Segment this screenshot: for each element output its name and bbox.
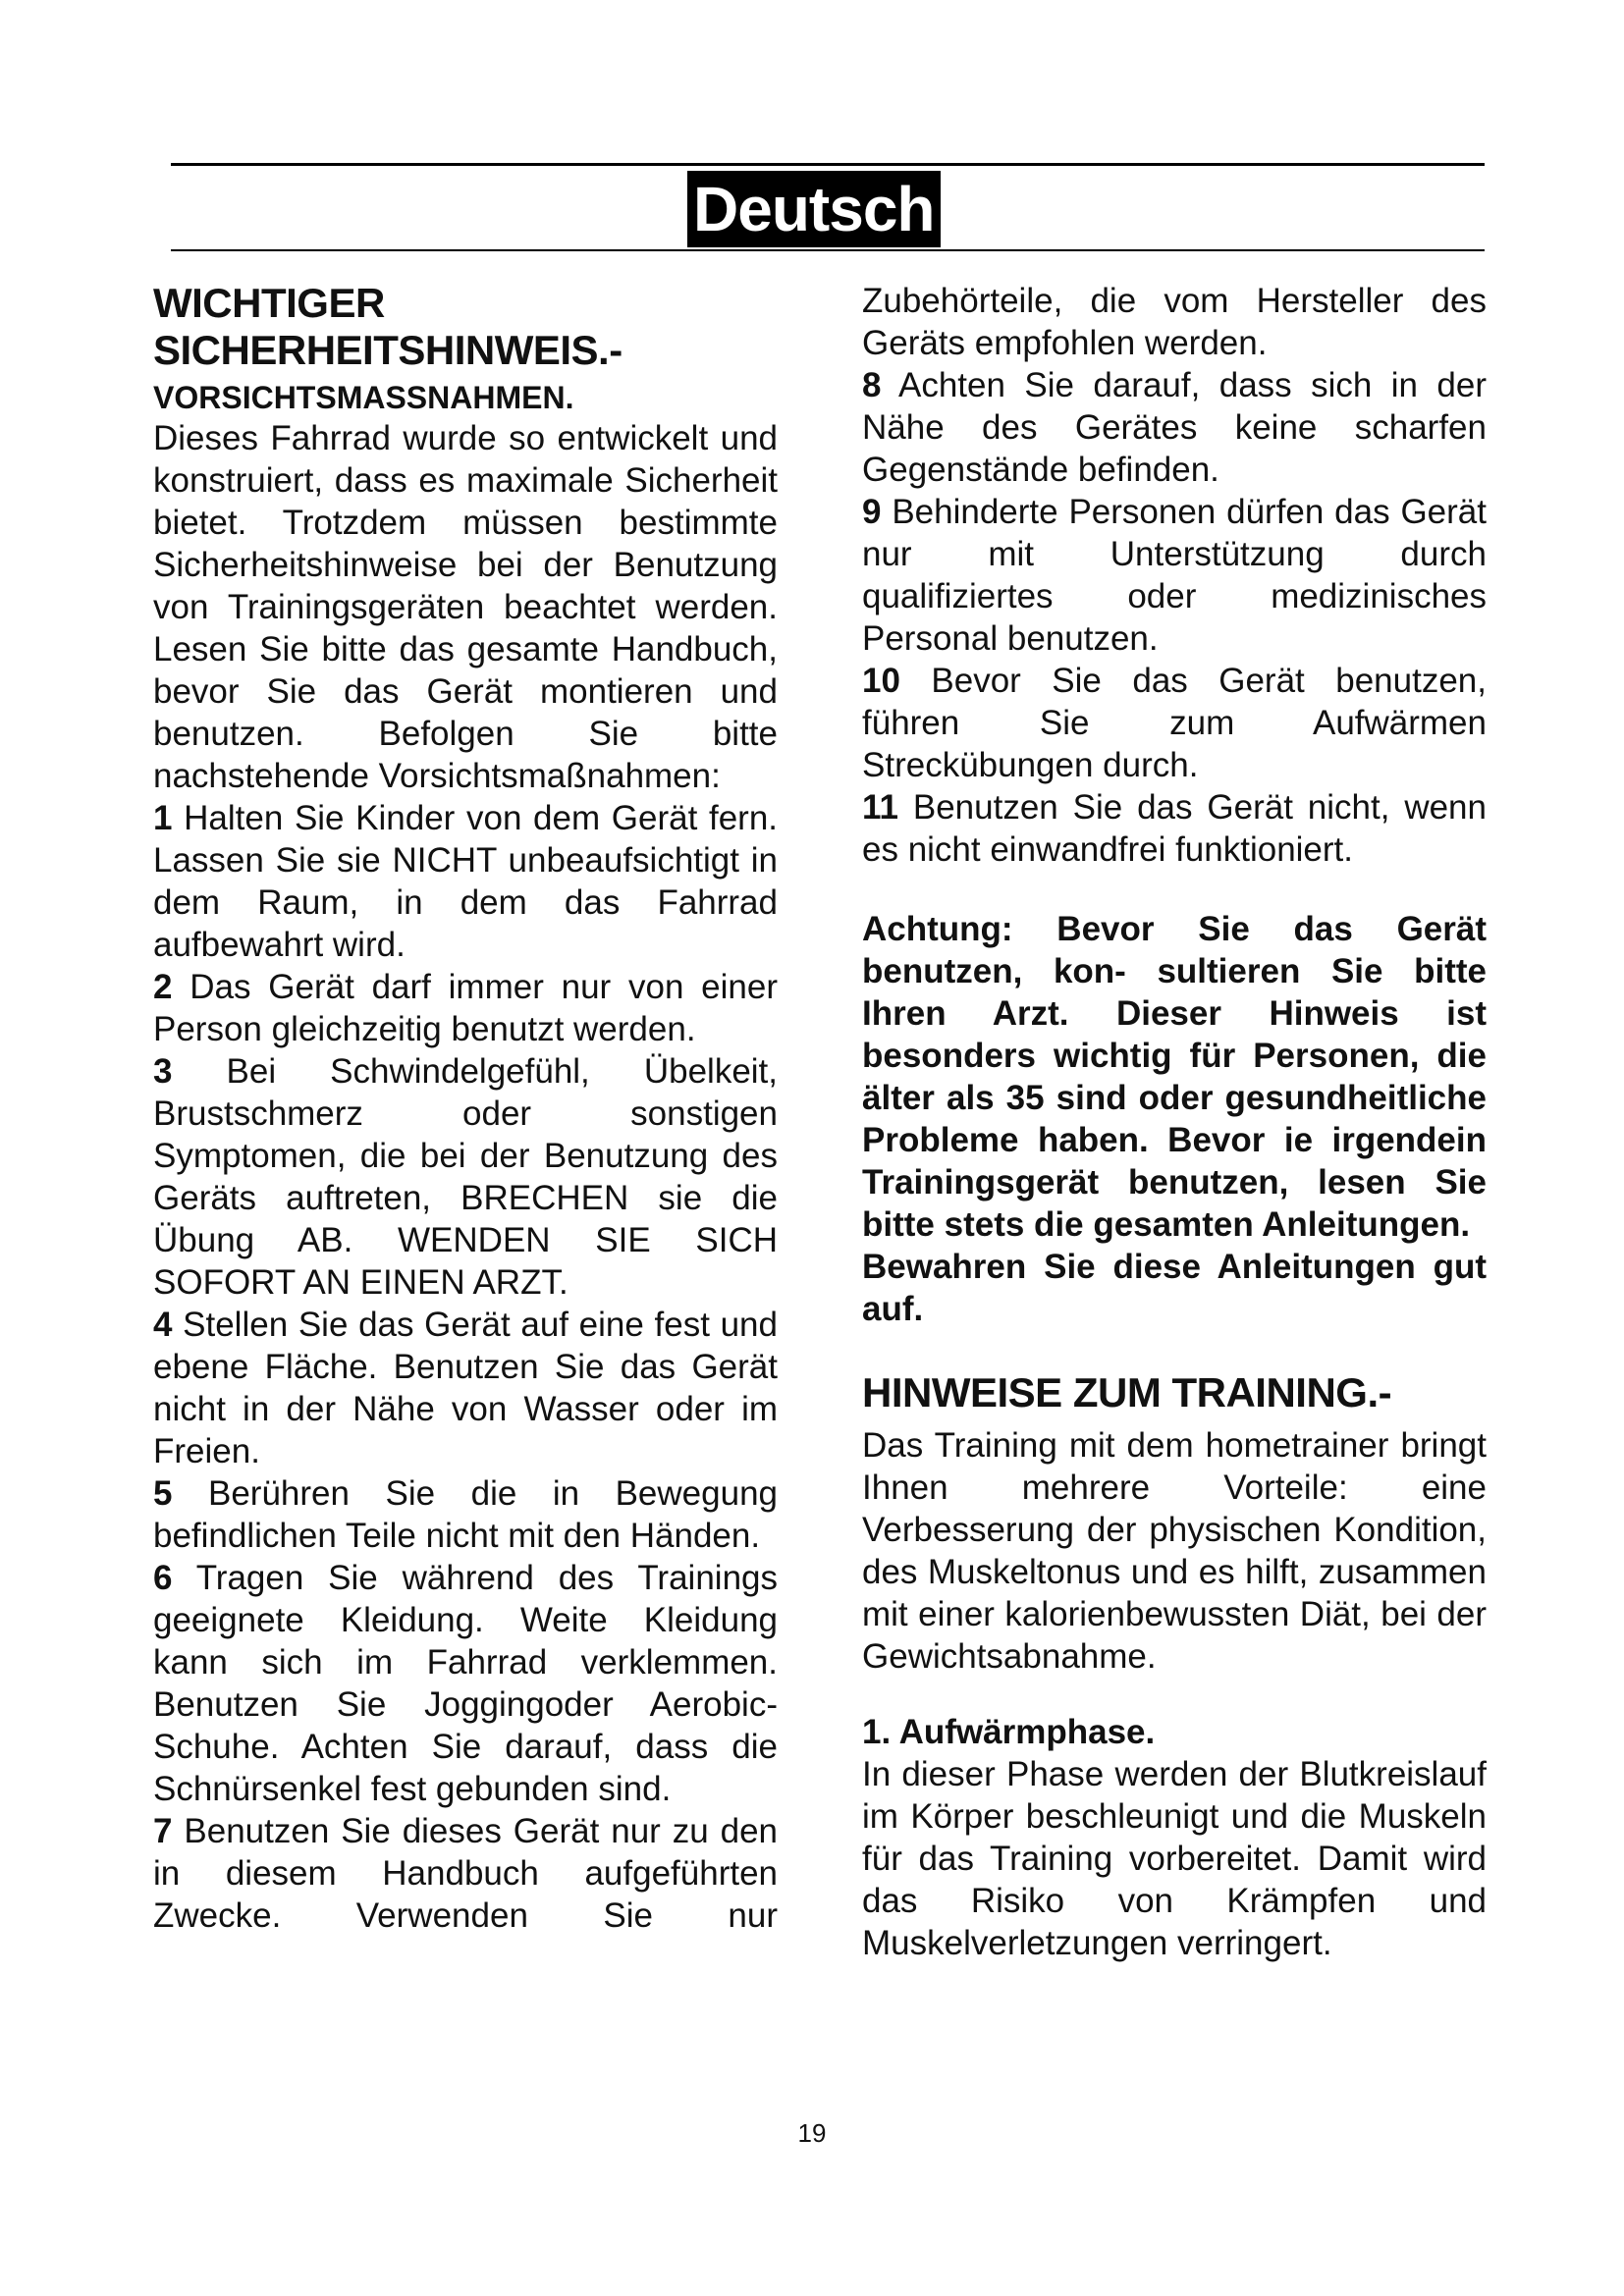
doctor-warning: Achtung: Bevor Sie das Gerät benutzen, kon- sultieren Sie bitte Ihren Arzt. Dieser Hinweis ist besonders wichtig für Personen, die älter als 35 sind oder gesundheitliche Probleme haben. Bevor ie irgendein Trainingsgerät benutzen, lesen Sie bitte stets die gesamten Anleitungen. <box>862 910 1487 1244</box>
precaution-item: 4 Stellen Sie das Gerät auf eine fest und ebene Fläche. Benutzen Sie das Gerät nicht in der Nähe von Wasser oder im Freien. <box>153 1306 778 1470</box>
precaution-item: 11 Benutzen Sie das Gerät nicht, wenn es nicht einwandfrei funktioniert. <box>862 788 1487 869</box>
precautions-subheading: VORSICHTSMASSNAHMEN. <box>153 380 574 415</box>
warmup-heading: 1. Aufwärmphase. <box>862 1713 1156 1751</box>
training-intro: Das Training mit dem hometrainer bringt Ihnen mehrere Vorteile: eine Verbesserung der physischen Kondition, des Muskeltonus und es hilft, zusammen mit einer kalorienbewussten Diät, bei der Gewichtsabnahme. <box>862 1426 1487 1676</box>
page-number: 19 <box>797 2118 827 2148</box>
safety-intro: Dieses Fahrrad wurde so entwickelt und konstruiert, dass es maximale Sicherheit bietet. Trotzdem müssen bestimmte Sicherheitshinweise bei der Benutzung von Trainingsgeräten beachtet werden. Lesen Sie bitte das gesamte Handbuch, bevor Sie das Gerät montieren und benutzen. Befolgen Sie bitte nachstehende Vorsichtsmaßnahmen: <box>153 419 778 795</box>
precaution-item: 9 Behinderte Personen dürfen das Gerät nur mit Unterstützung durch qualifiziertes oder medizinisches Personal benutzen. <box>862 493 1487 658</box>
precaution-item: 2 Das Gerät darf immer nur von einer Person gleichzeitig benutzt werden. <box>153 968 778 1048</box>
precaution-item: 7 Benutzen Sie dieses Gerät nur zu den in diesem Handbuch aufgeführten Zwecke. Verwenden Sie nur <box>153 1812 778 1935</box>
precaution-item: 8 Achten Sie darauf, dass sich in der Nähe des Gerätes keine scharfen Gegenstände befinden. <box>862 366 1488 489</box>
header-rule-top <box>171 163 1485 166</box>
header-rule-bottom <box>171 249 1485 251</box>
training-heading: HINWEISE ZUM TRAINING.- <box>862 1369 1392 1415</box>
language-label: Deutsch <box>687 171 941 247</box>
warmup-text: In dieser Phase werden der Blutkreislauf im Körper beschleunigt und die Muskeln für das Training vorbereitet. Damit wird das Risiko von Krämpfen und Muskelverletzungen verringert. <box>862 1755 1487 1962</box>
safety-heading: WICHTIGER SICHERHEITSHINWEIS.- <box>153 280 623 373</box>
precaution-item: 1 Halten Sie Kinder von dem Gerät fern. Lassen Sie sie NICHT unbeaufsichtigt in dem Raum, in dem das Fahrrad aufbewahrt wird. <box>153 799 779 964</box>
left-column <box>153 280 778 1937</box>
precaution-continuation: Zubehörteile, die vom Hersteller des Geräts empfohlen werden. <box>862 282 1487 362</box>
right-column <box>862 280 1487 1964</box>
precaution-item: 5 Berühren Sie die in Bewegung befindlichen Teile nicht mit den Händen. <box>153 1474 778 1555</box>
keep-instructions-note: Bewahren Sie diese Anleitungen gut auf. <box>862 1248 1487 1328</box>
precaution-item: 6 Tragen Sie während des Trainings geeignete Kleidung. Weite Kleidung kann sich im Fahrrad verklemmen. Benutzen Sie Joggingoder Aerobic-Schuhe. Achten Sie darauf, dass die Schnürsenkel fest gebunden sind. <box>153 1559 779 1808</box>
precaution-item: 3 Bei Schwindelgefühl, Übelkeit, Brustschmerz oder sonstigen Symptomen, die bei der Benutzung des Geräts auftreten, BRECHEN sie die Übung AB. WENDEN SIE SICH SOFORT AN EINEN ARZT. <box>153 1052 779 1302</box>
precaution-item: 10 Bevor Sie das Gerät benutzen, führen Sie zum Aufwärmen Streckübungen durch. <box>862 662 1487 784</box>
